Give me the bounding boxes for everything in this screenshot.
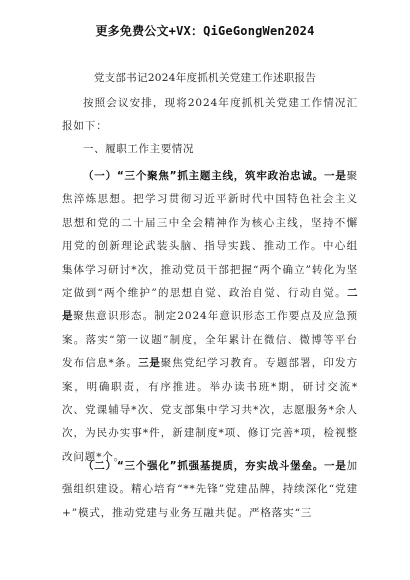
section1-body2: 聚焦意识形态。制定2024年意识形态工作要点及应急预案。落实“第一议题”制度，全年累计在微信、微博等平台发布信息*条。 — [62, 310, 358, 370]
document-title: 党支部书记2024年度抓机关党建工作述职报告 — [93, 72, 317, 84]
section1-sub2-label: 二是 — [62, 287, 358, 323]
section1-paragraph — [62, 165, 358, 469]
section1-body1: 聚焦淬炼思想。把学习贯彻习近平新时代中国特色社会主义思想和党的二十届三中全会精神作为核心主线，坚持不懈用党的创新理论武装头脑、指导实践、推动工作。中心组集体学习研讨*次，推动党员干部把握“两个确立”转化为坚定做到“两个维护”的思想自觉、政治自觉、行动自觉。 — [62, 170, 359, 300]
section2-body1: 加强组织建设。精心培育“**先锋”党建品牌，持续深化“党建+”模式，推动党建与业务互融共促。严格落实“三 — [62, 460, 359, 519]
section1-body3: 聚焦党纪学习教育。专题部署，印发方案，明确职责，有序推进。举办读书班*期，研讨交流*次、党课辅导*次、党支部集中学习共*次，志愿服务*余人次，为民办实事*件，新建制度*项、修订完善*项，检视整改问题*个。 — [62, 357, 358, 463]
section2-lead: （二）“三个强化”抓强基提质，夯实战斗堡垒。 — [83, 460, 325, 472]
section-heading: 一、履职工作主要情况 — [83, 143, 194, 155]
intro-paragraph: 按照会议安排，现将2024年度抓机关党建工作情况汇报如下： — [62, 97, 358, 133]
section2-paragraph — [62, 455, 358, 525]
section1-sub1-label: 一是 — [324, 170, 347, 182]
promo-banner: 更多免费公文+VX：QiGeGongWen2024 — [95, 24, 315, 38]
section1-sub3-label: 三是 — [138, 357, 161, 370]
section1-lead: （一）“三个聚焦”抓主题主线，筑牢政治忠诚。 — [83, 170, 325, 182]
section2-sub1-label: 一是 — [324, 460, 347, 472]
